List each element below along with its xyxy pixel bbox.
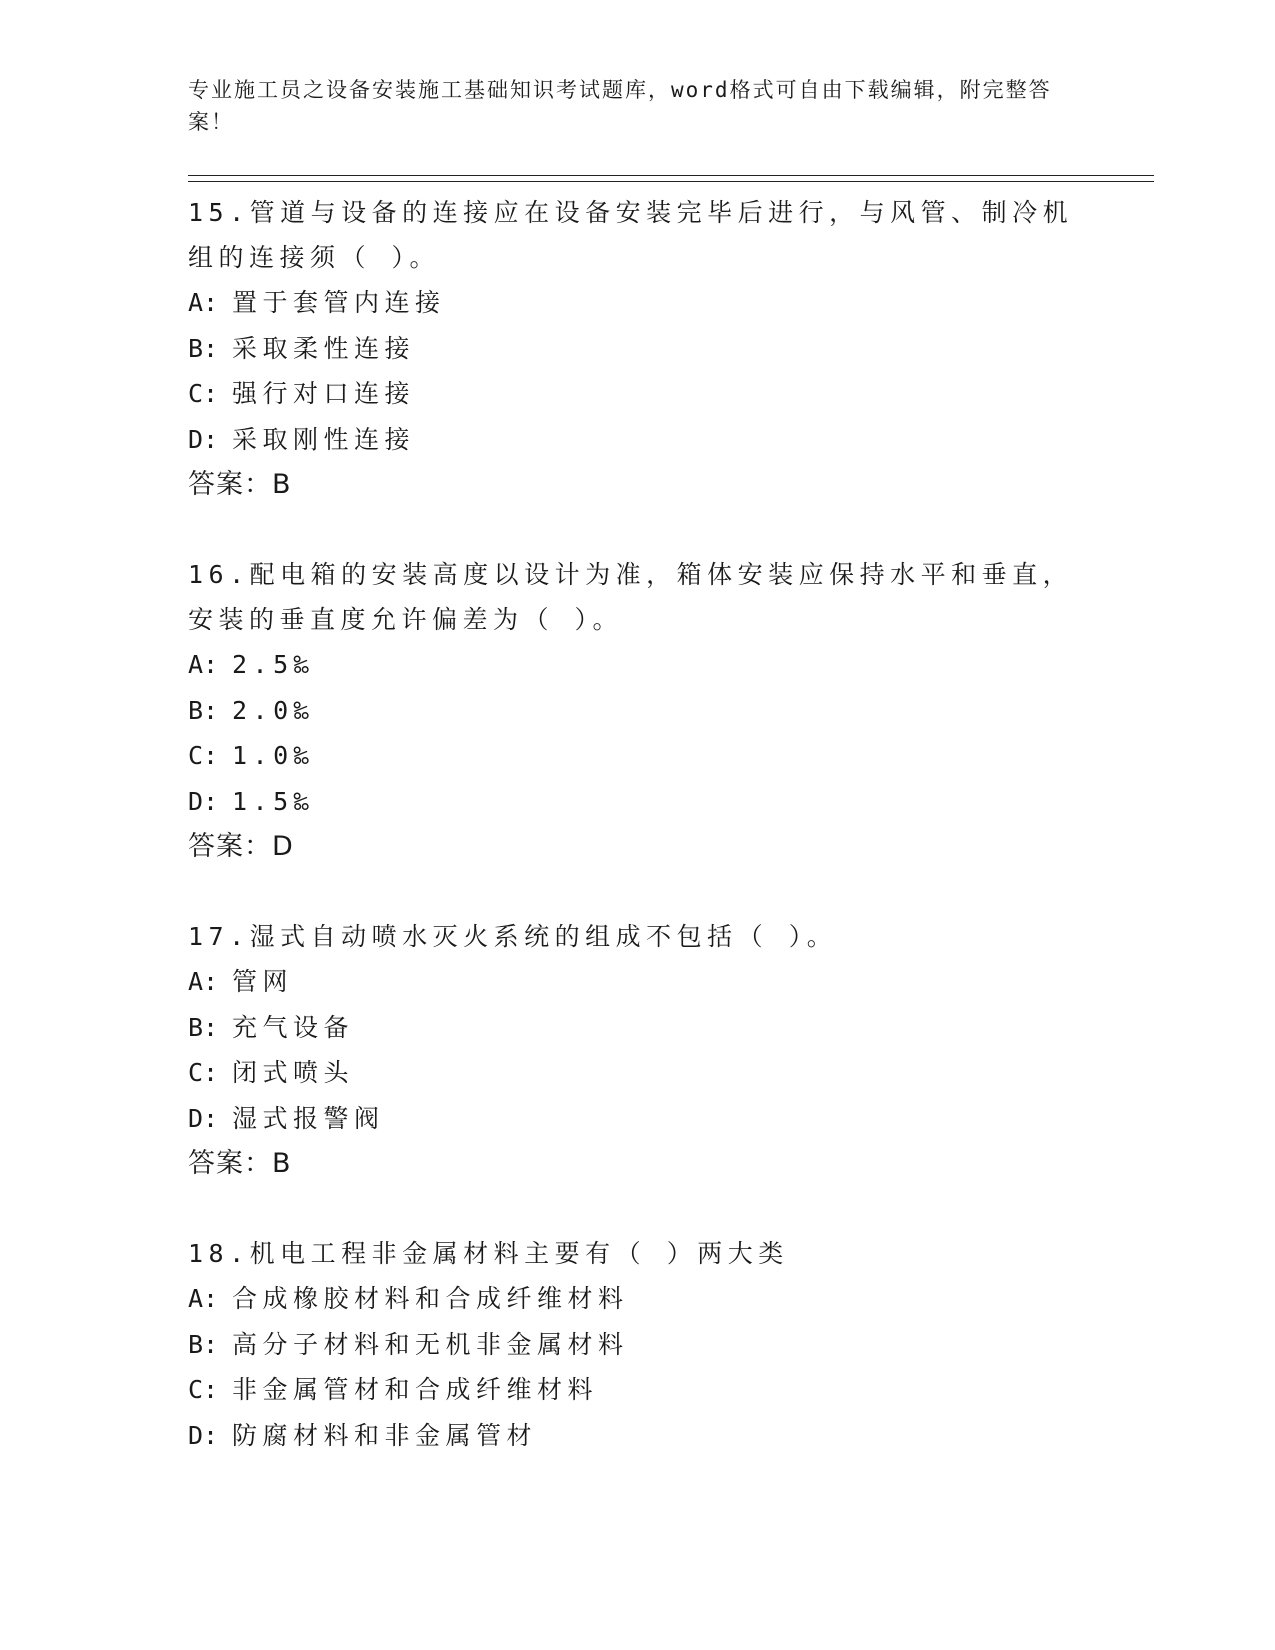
header-divider-bottom [188,181,1154,182]
option-letter: D: [188,786,219,816]
option-text: 湿式报警阀 [232,1103,385,1133]
option-c [188,1050,1088,1096]
option-a [188,642,1088,688]
option-text: 2.5‰ [232,650,315,679]
option-d [188,779,1088,825]
option-b [188,1005,1088,1051]
option-text: 管网 [232,967,294,996]
option-letter: D: [188,1103,219,1133]
option-letter: D: [188,424,219,454]
option-letter: B: [188,333,219,363]
question-17 [188,914,1088,1186]
option-b [188,1322,1088,1368]
option-text: 采取柔性连接 [232,333,416,363]
option-letter: C: [188,379,219,408]
question-18 [188,1231,1088,1458]
option-text: 2.0‰ [232,695,315,725]
option-text: 置于套管内连接 [232,288,446,317]
question-text: 18.机电工程非金属材料主要有（ ）两大类 [188,1239,789,1268]
document-header: 专业施工员之设备安装施工基础知识考试题库，word格式可自由下载编辑，附完整答案！ [188,78,1052,134]
question-16 [188,552,1088,869]
option-letter: A: [188,288,219,317]
answer-line: 答案：B [188,1148,292,1179]
question-text: 17.湿式自动喷水灭火系统的组成不包括（ ）。 [188,922,838,951]
header-divider-top [188,175,1154,176]
option-a [188,959,1088,1005]
answer-line: 答案：B [188,469,292,500]
option-letter: D: [188,1420,219,1450]
option-text: 充气设备 [232,1012,355,1042]
option-b [188,688,1088,734]
option-text: 采取刚性连接 [232,424,416,454]
question-text: 15.管道与设备的连接应在设备安装完毕后进行，与风管、制冷机组的连接须（ ）。 [188,198,1074,272]
question-15 [188,190,1088,507]
option-letter: C: [188,1375,219,1404]
question-list [188,190,1088,1458]
option-c [188,1367,1088,1413]
option-text: 强行对口连接 [232,379,416,408]
option-c [188,733,1088,779]
option-letter: C: [188,741,219,770]
option-text: 高分子材料和无机非金属材料 [232,1329,629,1359]
option-c [188,371,1088,417]
option-text: 合成橡胶材料和合成纤维材料 [232,1284,629,1313]
option-d [188,417,1088,463]
option-text: 1.0‰ [232,741,315,770]
option-b [188,326,1088,372]
option-d [188,1413,1088,1459]
option-letter: A: [188,1284,219,1313]
question-text: 16.配电箱的安装高度以设计为准，箱体安装应保持水平和垂直，安装的垂直度允许偏差为（ ）。 [188,560,1074,634]
option-text: 1.5‰ [232,786,315,816]
option-letter: B: [188,1012,219,1042]
option-letter: B: [188,695,219,725]
option-letter: C: [188,1058,219,1087]
option-text: 非金属管材和合成纤维材料 [232,1375,599,1404]
option-letter: B: [188,1329,219,1359]
option-a [188,280,1088,326]
option-text: 防腐材料和非金属管材 [232,1420,538,1450]
option-d [188,1096,1088,1142]
answer-line: 答案：D [188,831,294,862]
option-a [188,1276,1088,1322]
option-letter: A: [188,650,219,679]
option-text: 闭式喷头 [232,1058,355,1087]
option-letter: A: [188,967,219,996]
